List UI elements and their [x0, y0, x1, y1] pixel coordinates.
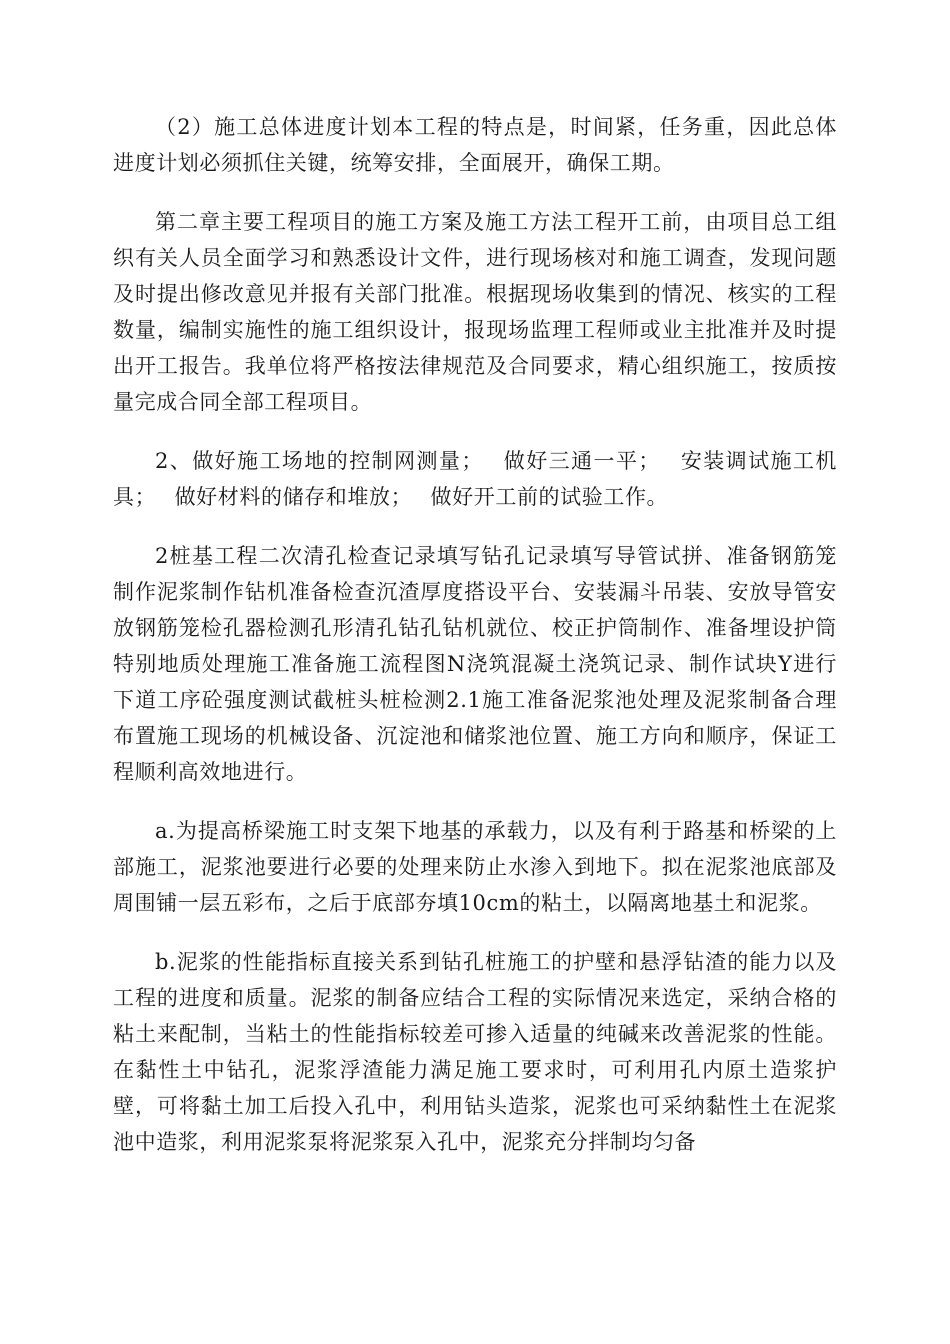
document-body: [113, 109, 837, 1160]
paragraph-gap: [113, 181, 837, 204]
paragraph-gap: [113, 420, 837, 443]
paragraph-chapter-two: 第二章主要工程项目的施工方案及施工方法工程开工前，由项目总工组织有关人员全面学习和熟悉设计文件，进行现场核对和施工调查，发现问题及时提出修改意见并报有关部门批准。根据现场收集到的情况、核实的工程数量，编制实施性的施工组织设计，报现场监理工程师或业主批准并及时提出开工报告。我单位将严格按法律规范及合同要求，精心组织施工，按质按量完成合同全部工程项目。: [113, 210, 837, 414]
paragraph-pile-foundation: 2桩基工程二次清孔检查记录填写钻孔记录填写导管试拼、准备钢筋笼制作泥浆制作钻机准备检查沉渣厚度搭设平台、安装漏斗吊装、安放导管安放钢筋笼检孔器检测孔形清孔钻孔钻机就位、校正护筒制作、准备埋设护筒特别地质处理施工准备施工流程图N浇筑混凝土浇筑记录、制作试块Y进行下道工序砼强度测试截桩头桩检测2.1施工准备泥浆池处理及泥浆制备合理布置施工现场的机械设备、沉淀池和储浆池位置、施工方向和顺序，保证工程顺利高效地进行。: [113, 544, 837, 784]
paragraph-gap: [113, 921, 837, 944]
paragraph-schedule-plan: （2）施工总体进度计划本工程的特点是，时间紧，任务重，因此总体进度计划必须抓住关键，统筹安排，全面展开，确保工期。: [113, 115, 837, 175]
paragraph-gap: [113, 515, 837, 538]
paragraph-item-a: a.为提高桥梁施工时支架下地基的承载力，以及有利于路基和桥梁的上部施工，泥浆池要进行必要的处理来防止水渗入到地下。拟在泥浆池底部及周围铺一层五彩布，之后于底部夯填10cm的粘土，以隔离地基土和泥浆。: [113, 819, 837, 915]
paragraph-item-b: b.泥浆的性能指标直接关系到钻孔桩施工的护壁和悬浮钻渣的能力以及工程的进度和质量。泥浆的制备应结合工程的实际情况来选定，采纳合格的粘土来配制，当粘土的性能指标较差可掺入适量的纯碱来改善泥浆的性能。在黏性土中钻孔，泥浆浮渣能力满足施工要求时，可利用孔内原土造浆护壁，可将黏土加工后投入孔中，利用钻头造浆，泥浆也可采纳黏性土在泥浆池中造浆，利用泥浆泵将泥浆泵入孔中，泥浆充分拌制均匀备: [113, 950, 837, 1154]
paragraph-site-preparation: 2、做好施工场地的控制网测量； 做好三通一平； 安装调试施工机具； 做好材料的储存和堆放； 做好开工前的试验工作。: [113, 449, 837, 509]
paragraph-gap: [113, 790, 837, 813]
